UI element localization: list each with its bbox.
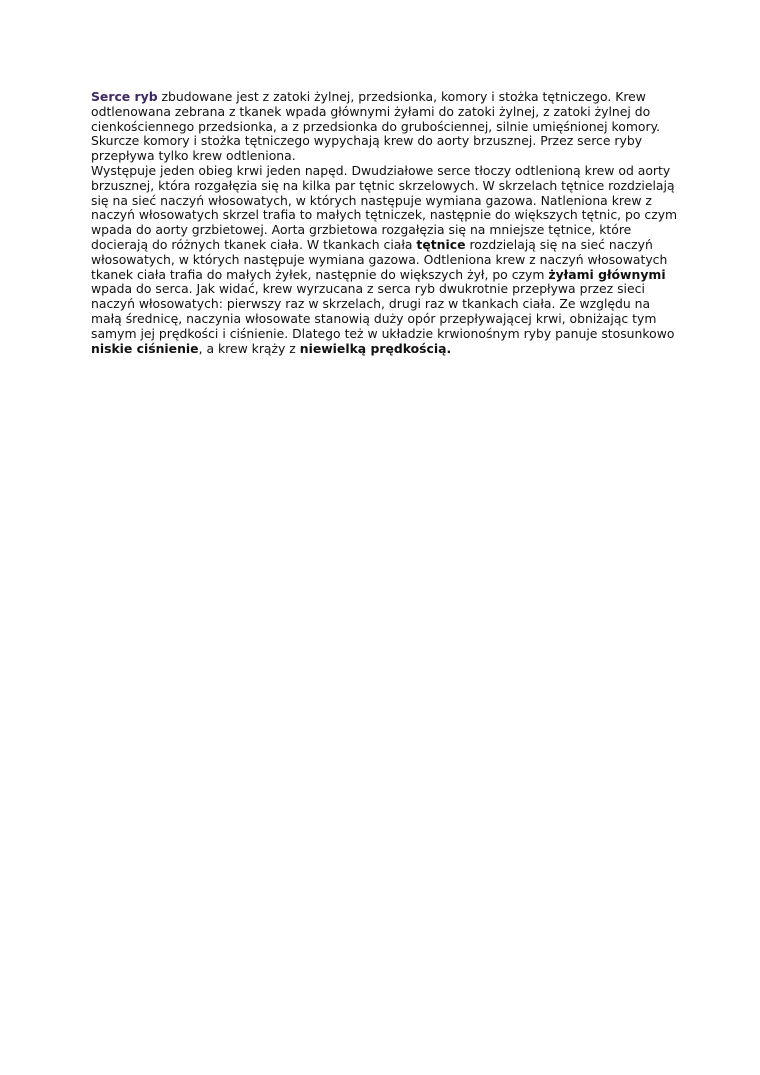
paragraph-text: wpada do serca. Jak widać, krew wyrzucana z serca ryb dwukrotnie przepływa przez sieci naczyń włosowatych: pierwszy raz w skrzelach, drugi raz w tkankach ciała. Ze względu na małą średnicę, naczynia włosowate stanowią duży opór przepływającej krwi, obniżając tym samym jej prędkości i ciśnienie. Dlatego też w układzie krwionośnym ryby panuje stosunkowo <box>91 281 675 341</box>
paragraph-circulation <box>91 164 681 356</box>
bold-term-niskie-cisnienie: niskie ciśnienie <box>91 340 199 356</box>
paragraph-text: zbudowane jest z zatoki żylnej, przedsionka, komory i stożka tętniczego. Krew odtlenowana zebrana z tkanek wpada głównymi żyłami do zatoki żylnej, z zatoki żylnej do cienkościennego przedsionka, a z przedsionka do grubościennej, silnie umięśnionej komory. Skurcze komory i stożka tętniczego wypychają krew do aorty brzusznej. Przez serce ryby przepływa tylko krew odtleniona. <box>91 89 661 164</box>
paragraph-fish-heart-structure <box>91 90 681 164</box>
paragraph-text: rozdzielają się na sieć naczyń włosowatych, w których następuje wymiana gazowa. Odtleniona krew z naczyń włosowatych tkanek ciała trafia do małych żyłek, następnie do większych żył, po czym <box>91 236 668 282</box>
document-body <box>91 90 681 356</box>
paragraph-text: , a krew krąży z <box>198 340 300 356</box>
paragraph-text: Występuje jeden obieg krwi jeden napęd. Dwudziałowe serce tłoczy odtlenioną krew od aorty brzusznej, która rozgałęzia się na kilka par tętnic skrzelowych. W skrzelach tętnice rozdzielają się na sieć naczyń włosowatych, w których następuje wymiana gazowa. Natleniona krew z naczyń włosowatych skrzel trafia to małych tętniczek, następnie do większych tętnic, po czym wpada do aorty grzbietowej. Aorta grzbietowa rozgałęzia się na mniejsze tętnice, które docierają do różnych tkanek ciała. W tkankach ciała <box>91 162 678 252</box>
bold-term-zylami-glownymi: żyłami głównymi <box>548 266 666 282</box>
bold-term-niewielka-predkoscia: niewielką prędkością. <box>299 340 452 356</box>
bold-term-tetnice: tętnice <box>416 236 466 252</box>
lead-term-serce-ryb: Serce ryb <box>91 89 158 104</box>
